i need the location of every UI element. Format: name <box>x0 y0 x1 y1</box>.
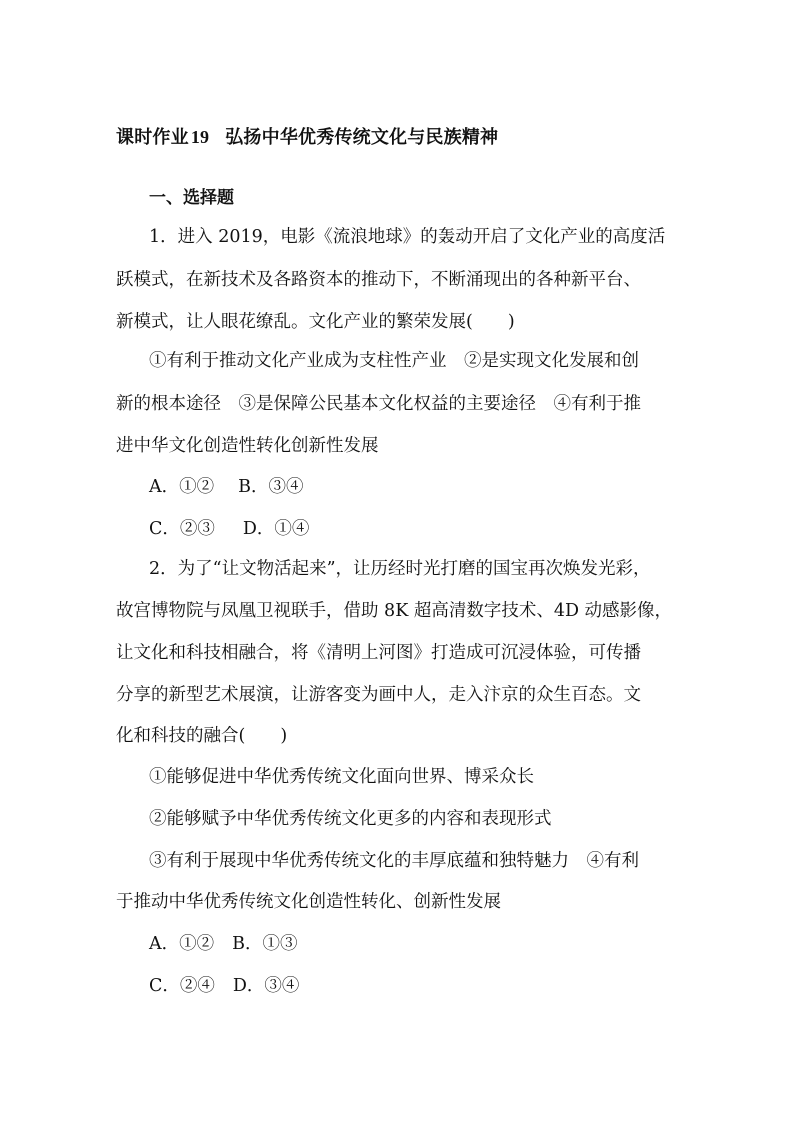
q1-line-2: 跃模式，在新技术及各路资本的推动下，不断涌现出的各种新平台、 <box>116 270 641 290</box>
q2-line-3: 让文化和科技相融合，将《清明上河图》打造成可沉浸体验，可传播 <box>116 643 641 663</box>
q1-statement-2: 新的根本途径 ③是保障公民基本文化权益的主要途径 ④有利于推 <box>116 394 641 414</box>
title-prefix: 课时作业 <box>116 127 189 148</box>
q1-options-row-2 <box>149 517 309 541</box>
q2-options-row-2 <box>149 974 299 998</box>
q2-option-d[interactable]: D．③④ <box>232 976 300 996</box>
q1-line-1: 1．进入 2019，电影《流浪地球》的轰动开启了文化产业的高度活 <box>149 227 666 247</box>
title-text: 弘扬中华优秀传统文化与民族精神 <box>225 127 499 148</box>
q2-statement-3: ③有利于展现中华优秀传统文化的丰厚底蕴和独特魅力 ④有利 <box>149 851 639 871</box>
q2-option-a[interactable]: A．①② <box>149 934 215 954</box>
page-title <box>116 123 498 149</box>
q1-option-d[interactable]: D．①④ <box>242 519 310 539</box>
q1-option-b[interactable]: B．③④ <box>238 477 304 497</box>
q2-statement-1: ①能够促进中华优秀传统文化面向世界、博采众长 <box>149 767 534 787</box>
q2-statement-2: ②能够赋予中华优秀传统文化更多的内容和表现形式 <box>149 809 552 829</box>
q1-option-c[interactable]: C．②③ <box>149 519 215 539</box>
q1-statement-1: ①有利于推动文化产业成为支柱性产业 ②是实现文化发展和创 <box>149 351 639 371</box>
q1-line-3: 新模式，让人眼花缭乱。文化产业的繁荣发展( ) <box>116 312 515 332</box>
q2-option-b[interactable]: B．①③ <box>232 934 298 954</box>
q1-options-row-1 <box>149 475 304 499</box>
section-heading: 一、选择题 <box>149 188 234 208</box>
q1-option-a[interactable]: A．①② <box>149 477 215 497</box>
q2-line-2: 故宫博物院与凤凰卫视联手，借助 8K 超高清数字技术、4D 动感影像， <box>116 601 673 621</box>
q2-line-1: 2．为了“让文物活起来”，让历经时光打磨的国宝再次焕发光彩， <box>149 559 651 579</box>
q2-option-c[interactable]: C．②④ <box>149 976 215 996</box>
q1-statement-3: 进中华文化创造性转化创新性发展 <box>116 436 379 456</box>
q2-options-row-1 <box>149 932 298 956</box>
title-number: 19 <box>190 127 210 147</box>
q2-line-4: 分享的新型艺术展演，让游客变为画中人，走入汴京的众生百态。文 <box>116 685 641 705</box>
q2-line-5: 化和科技的融合( ) <box>116 726 288 746</box>
q2-statement-4: 于推动中华优秀传统文化创造性转化、创新性发展 <box>116 892 501 912</box>
